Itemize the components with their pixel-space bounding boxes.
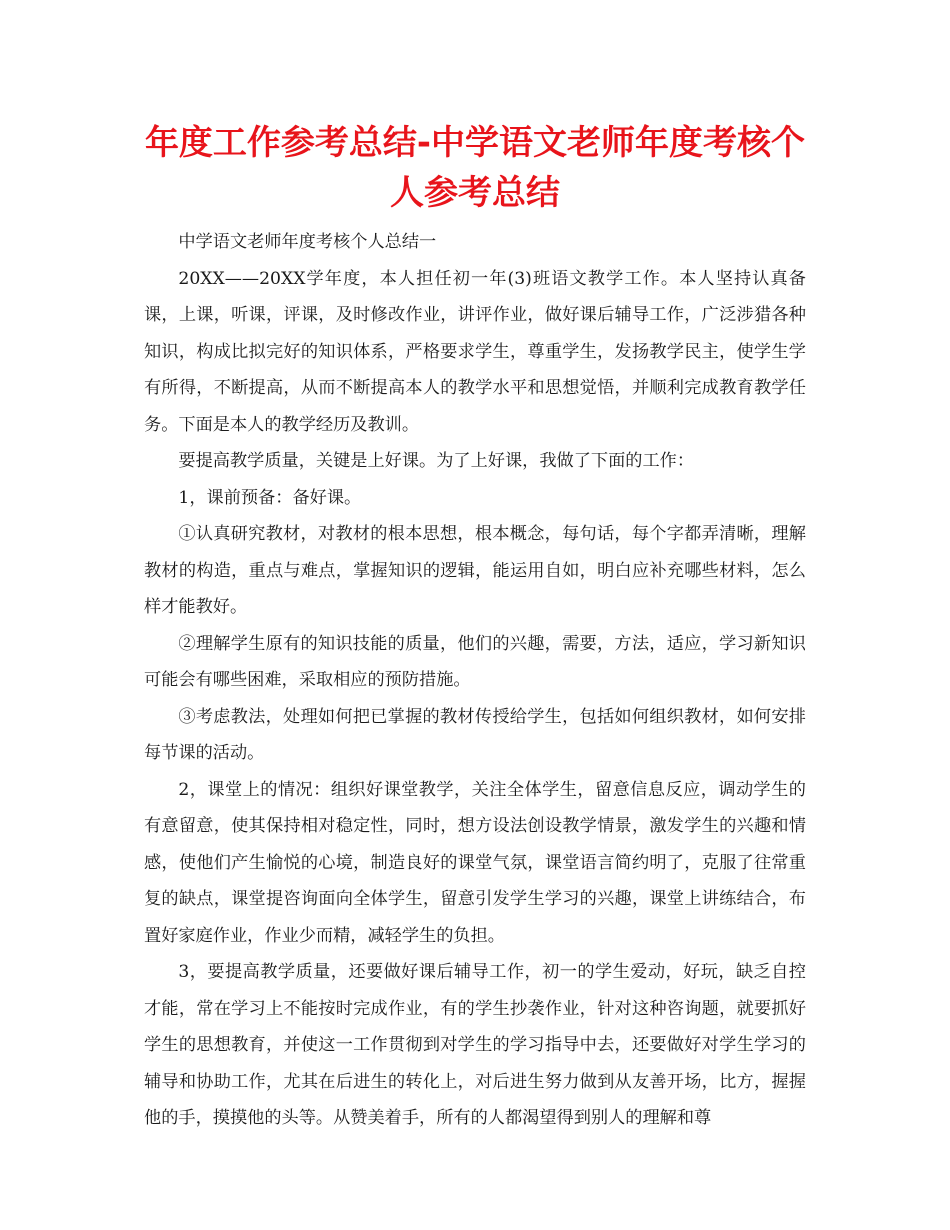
document-title: 年度工作参考总结-中学语文老师年度考核个人参考总结	[144, 123, 806, 213]
paragraph-item-1: ①认真研究教材，对教材的根本思想，根本概念，每句话，每个字都弄清晰，理解教材的构造，重点与难点，掌握知识的逻辑，能运用自如，明白应补充哪些材料，怎么样才能教好。	[144, 524, 806, 617]
paragraph-intro: 20XX——20XX学年度，本人担任初一年(3)班语文教学工作。本人坚持认真备课，上课，听课，评课，及时修改作业，讲评作业，做好课后辅导工作，广泛涉猎各种知识，构成比拟完好的知识体系，严格要求学生，尊重学生，发扬教学民主，使学生学有所得，不断提高，从而不断提高本人的教学水平和思想觉悟，并顺利完成教育教学任务。下面是本人的教学经历及教训。	[144, 268, 806, 435]
paragraph-section-3: 3，要提高教学质量，还要做好课后辅导工作，初一的学生爱动，好玩，缺乏自控才能，常在学习上不能按时完成作业，有的学生抄袭作业，针对这种咨询题，就要抓好学生的思想教育，并使这一工作贯彻到对学生的学习指导中去，还要做好对学生学习的辅导和协助工作，尤其在后进生的转化上，对后进生努力做到从友善开场，比方，握握他的手，摸摸他的头等。从赞美着手，所有的人都渴望得到别人的理解和尊	[144, 962, 806, 1128]
document-body	[144, 224, 806, 1137]
paragraph-item-3: ③考虑教法，处理如何把已掌握的教材传授给学生，包括如何组织教材，如何安排每节课的活动。	[144, 706, 806, 763]
paragraph-section-1: 1，课前预备：备好课。	[178, 487, 362, 508]
paragraph-key-point: 要提高教学质量，关键是上好课。为了上好课，我做了下面的工作：	[178, 451, 695, 471]
paragraph-section-2: 2，课堂上的情况：组织好课堂教学，关注全体学生，留意信息反应，调动学生的有意留意，使其保持相对稳定性，同时，想方设法创设教学情景，激发学生的兴趣和情感，使他们产生愉悦的心境，制造良好的课堂气氛，课堂语言简约明了，克服了往常重复的缺点，课堂提咨询面向全体学生，留意引发学生学习的兴趣，课堂上讲练结合，布置好家庭作业，作业少而精，减轻学生的负担。	[144, 779, 806, 946]
paragraph-item-2: ②理解学生原有的知识技能的质量，他们的兴趣，需要，方法，适应，学习新知识可能会有哪些困难，采取相应的预防措施。	[144, 633, 806, 690]
paragraph-subtitle: 中学语文老师年度考核个人总结一	[178, 232, 437, 252]
